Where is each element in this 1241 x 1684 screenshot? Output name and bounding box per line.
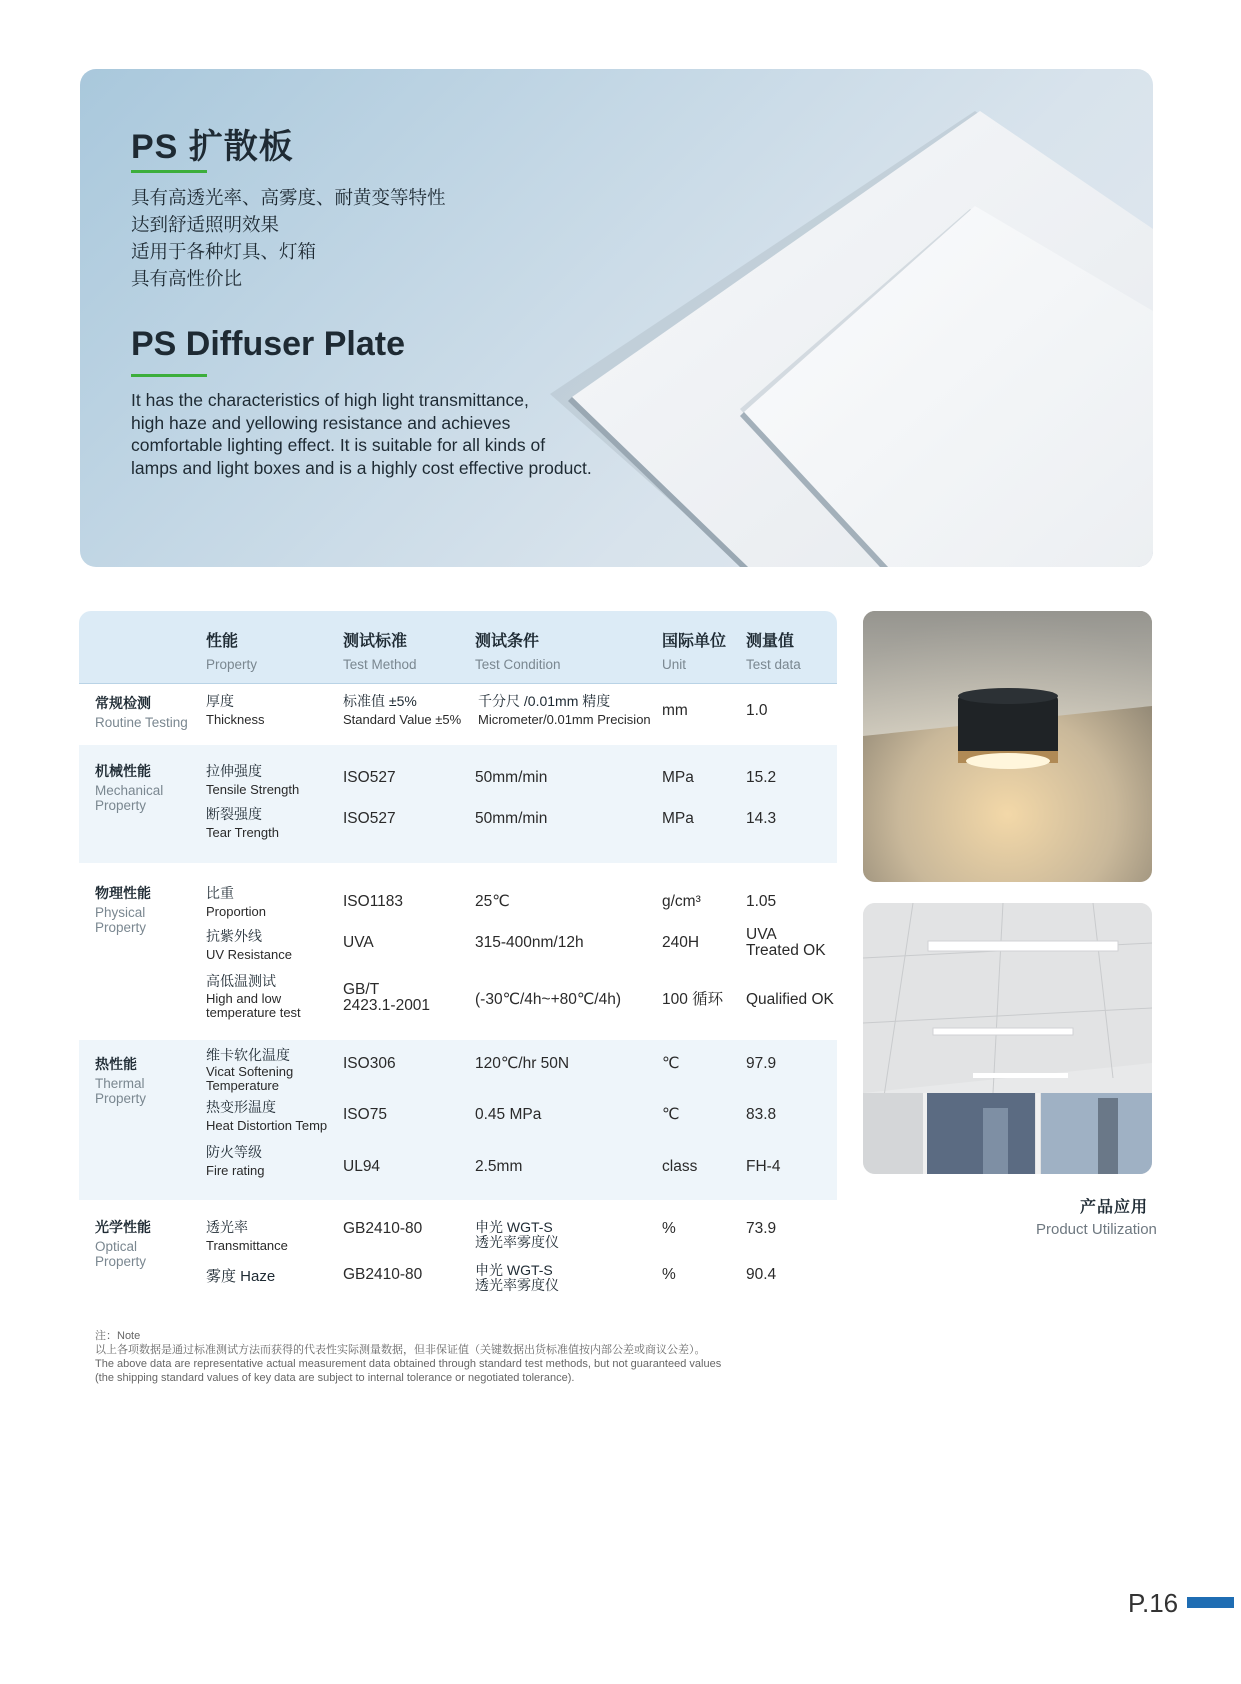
method-cell: ISO75: [343, 1106, 387, 1123]
group-mechanical: 机械性能 Mechanical Property: [95, 763, 164, 813]
method-cell: ISO527: [343, 810, 396, 827]
note-cn: 以上各项数据是通过标准测试方法而获得的代表性实际测量数据，但非保证值（关键数据出货标准值按内部公差或商议公差）。: [95, 1344, 706, 1356]
property-cell: 比重 Proportion: [206, 885, 266, 919]
photo-ceiling-lamp: [863, 611, 1152, 882]
property-cell: 热变形温度 Heat Distortion Temp: [206, 1099, 328, 1133]
property-cell: 厚度 Thickness: [206, 693, 265, 727]
photo-office-ceiling: [863, 903, 1152, 1174]
unit-cell: ℃: [662, 1106, 680, 1123]
product-utilization-cn: 产品应用: [1080, 1199, 1149, 1216]
title-cn: PS 扩散板: [131, 128, 294, 166]
group-routine: 常规检测 Routine Testing: [95, 695, 188, 730]
page-number: P.16: [1128, 1588, 1179, 1618]
office-image: [863, 903, 1152, 1174]
data-cell: 83.8: [746, 1106, 777, 1123]
title-en-underline: [131, 374, 207, 377]
data-cell: 1.0: [746, 702, 768, 719]
data-cell: Qualified OK: [746, 991, 834, 1008]
condition-cell: 25℃: [475, 893, 510, 910]
unit-cell: class: [662, 1158, 698, 1175]
page-accent-bar: [1187, 1597, 1234, 1608]
description-line: lamps and light boxes and is a highly cost effective product.: [131, 457, 592, 478]
header-test-method: 测试标准 Test Method: [343, 633, 417, 672]
data-cell: 97.9: [746, 1055, 777, 1072]
method-cell: GB2410-80: [343, 1220, 423, 1237]
data-cell: 1.05: [746, 893, 777, 910]
condition-cell: 50mm/min: [475, 769, 548, 786]
property-cell: 透光率 Transmittance: [206, 1219, 288, 1253]
condition-cell: 千分尺 /0.01mm 精度 Micrometer/0.01mm Precision: [478, 693, 651, 727]
footnote: [95, 1329, 895, 1385]
data-cell: 14.3: [746, 810, 777, 827]
property-cell: 抗紫外线 UV Resistance: [206, 928, 292, 962]
data-cell: 90.4: [746, 1266, 777, 1283]
feature-line: 具有高性价比: [131, 268, 243, 289]
feature-line: 适用于各种灯具、灯箱: [131, 241, 317, 262]
description-line: high haze and yellowing resistance and achieves: [131, 412, 511, 433]
unit-cell: MPa: [662, 769, 694, 786]
group-optical: 光学性能 Optical Property: [95, 1219, 151, 1269]
header-test-condition: 测试条件 Test Condition: [475, 633, 561, 672]
condition-cell: 2.5mm: [475, 1158, 523, 1175]
method-cell: ISO1183: [343, 893, 404, 910]
data-cell: 15.2: [746, 769, 777, 786]
method-cell: UL94: [343, 1158, 381, 1175]
hero-banner: [80, 69, 1153, 567]
table-band: [79, 745, 837, 863]
unit-cell: MPa: [662, 810, 694, 827]
property-cell: 拉伸强度 Tensile Strength: [206, 763, 300, 797]
note-en: The above data are representative actual measurement data obtained through standard test methods, but not guaranteed values: [95, 1358, 722, 1370]
group-thermal: 热性能 Thermal Property: [95, 1056, 147, 1106]
method-cell: 标准值 ±5% Standard Value ±5%: [343, 693, 462, 727]
method-cell: ISO306: [343, 1055, 396, 1072]
lamp-image: [863, 611, 1152, 882]
group-physical: 物理性能 Physical Property: [95, 885, 151, 935]
condition-cell: 0.45 MPa: [475, 1106, 542, 1123]
unit-cell: 100 循环: [662, 991, 724, 1008]
property-cell: 维卡软化温度 Vicat Softening Temperature: [206, 1047, 294, 1093]
header-test-data: 测量值 Test data: [746, 633, 801, 672]
condition-cell: 申光 WGT-S 透光率雾度仪: [475, 1219, 559, 1250]
property-cell: 防火等级 Fire rating: [206, 1144, 265, 1178]
unit-cell: mm: [662, 702, 688, 719]
title-underline: [131, 170, 207, 173]
property-cell: 断裂强度 Tear Trength: [206, 806, 279, 840]
condition-cell: (-30℃/4h~+80℃/4h): [475, 991, 621, 1008]
data-cell: FH-4: [746, 1158, 781, 1175]
property-cell: 雾度 Haze: [206, 1268, 276, 1285]
feature-line: 具有高透光率、高雾度、耐黄变等特性: [131, 187, 446, 208]
condition-cell: 50mm/min: [475, 810, 548, 827]
unit-cell: g/cm³: [662, 893, 701, 910]
description-line: comfortable lighting effect. It is suitable for all kinds of: [131, 435, 546, 455]
unit-cell: %: [662, 1266, 676, 1283]
condition-cell: 315-400nm/12h: [475, 934, 584, 951]
product-utilization-en: Product Utilization: [1036, 1221, 1157, 1238]
title-en: PS Diffuser Plate: [131, 325, 405, 363]
method-cell: UVA: [343, 934, 374, 951]
method-cell: GB/T 2423.1-2001: [343, 981, 431, 1014]
description-line: It has the characteristics of high light transmittance,: [131, 390, 529, 410]
header-property: 性能 Property: [206, 633, 258, 672]
condition-cell: 120℃/hr 50N: [475, 1055, 570, 1072]
feature-line: 达到舒适照明效果: [131, 214, 280, 235]
data-cell: UVA Treated OK: [746, 926, 826, 959]
method-cell: ISO527: [343, 769, 396, 786]
method-cell: GB2410-80: [343, 1266, 423, 1283]
property-cell: 高低温测试 High and low temperature test: [206, 973, 301, 1020]
table-band: [79, 1040, 837, 1200]
note-label: 注：Note: [95, 1330, 141, 1342]
description-en: [131, 389, 601, 479]
features-cn: [131, 184, 446, 292]
unit-cell: 240H: [662, 934, 700, 951]
unit-cell: %: [662, 1220, 676, 1237]
header-unit: 国际单位 Unit: [662, 633, 727, 672]
note-en: (the shipping standard values of key data are subject to internal tolerance or negotiated tolerance).: [95, 1372, 575, 1384]
unit-cell: ℃: [662, 1055, 680, 1072]
condition-cell: 申光 WGT-S 透光率雾度仪: [475, 1262, 559, 1293]
data-cell: 73.9: [746, 1220, 777, 1237]
